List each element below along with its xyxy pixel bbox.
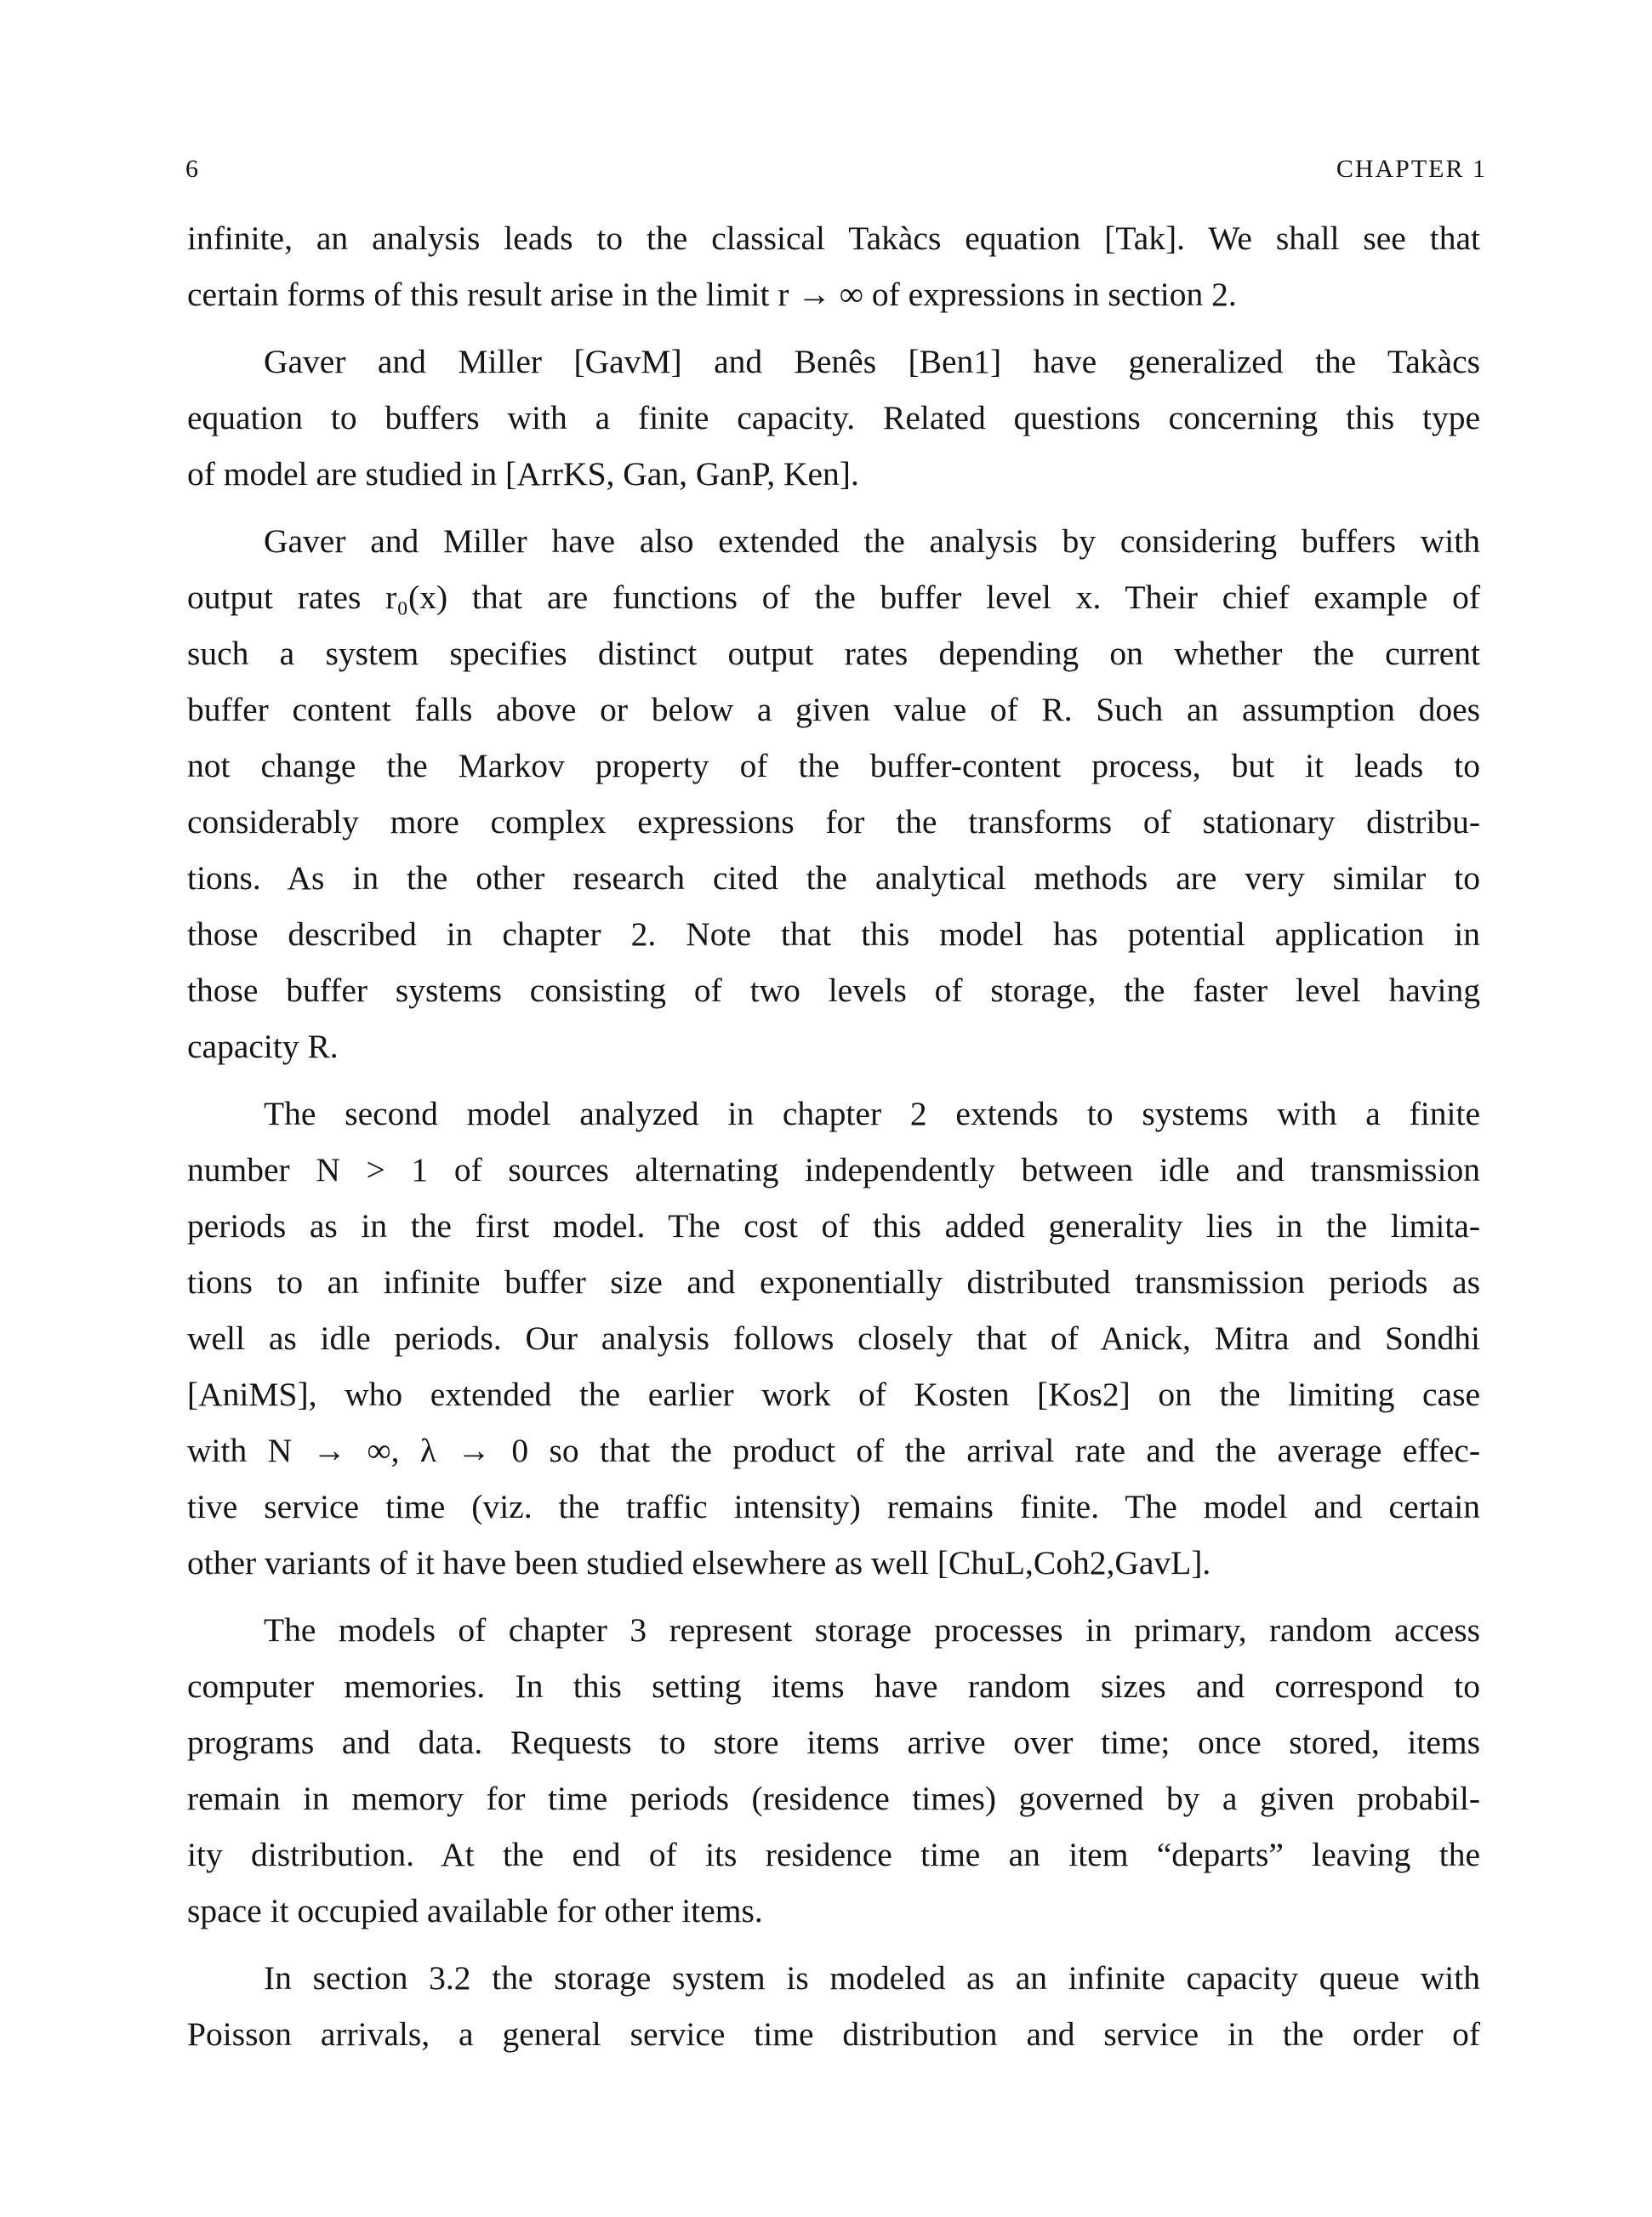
text-line: The models of chapter 3 represent storage processes in primary, random access	[264, 1611, 1480, 1649]
text-line: other variants of it have been studied elsewhere as well [ChuL,Coh2,GavL].	[187, 1544, 1211, 1582]
text-line: with N → ∞, λ → 0 so that the product of the arrival rate and the average effec-	[187, 1432, 1480, 1469]
text-line: In section 3.2 the storage system is modeled as an infinite capacity queue with	[264, 1959, 1480, 1997]
text-line: space it occupied available for other items.	[187, 1892, 763, 1929]
text-line: tions to an infinite buffer size and exponentially distributed transmission periods as	[187, 1263, 1480, 1301]
text-line: Gaver and Miller have also extended the analysis by considering buffers with	[264, 522, 1480, 560]
text-line: ity distribution. At the end of its residence time an item “departs” leaving the	[187, 1836, 1480, 1873]
text-line: of model are studied in [ArrKS, Gan, GanP, Ken].	[187, 455, 859, 493]
page-header	[185, 155, 1487, 189]
text-line: Gaver and Miller [GavM] and Benês [Ben1] have generalized the Takàcs	[264, 343, 1480, 380]
text-line: tions. As in the other research cited the analytical methods are very similar to	[187, 859, 1480, 897]
text-line: certain forms of this result arise in the limit r → ∞ of expressions in section 2.	[187, 276, 1237, 313]
text-line: [AniMS], who extended the earlier work of Kosten [Kos2] on the limiting case	[187, 1376, 1480, 1413]
text-line: equation to buffers with a finite capacity. Related questions concerning this type	[187, 399, 1480, 436]
text-line: not change the Markov property of the buffer-content process, but it leads to	[187, 747, 1480, 784]
text-line: such a system specifies distinct output rates depending on whether the current	[187, 635, 1480, 672]
text-line: considerably more complex expressions for the transforms of stationary distribu-	[187, 803, 1480, 841]
text-line: well as idle periods. Our analysis follows closely that of Anick, Mitra and Sondhi	[187, 1319, 1480, 1357]
text-line: periods as in the first model. The cost of this added generality lies in the limita-	[187, 1207, 1480, 1245]
text-line: buffer content falls above or below a given value of R. Such an assumption does	[187, 691, 1480, 728]
running-head: CHAPTER 1	[1336, 155, 1487, 183]
text-line: Poisson arrivals, a general service time distribution and service in the order of	[187, 2015, 1480, 2053]
text-line: The second model analyzed in chapter 2 extends to systems with a finite	[264, 1095, 1480, 1132]
text-line: those buffer systems consisting of two levels of storage, the faster level having	[187, 972, 1480, 1009]
text-line: computer memories. In this setting items have random sizes and correspond to	[187, 1667, 1480, 1705]
text-line: capacity R.	[187, 1028, 339, 1065]
text-line: remain in memory for time periods (residence times) governed by a given probabil-	[187, 1780, 1480, 1817]
text-line: infinite, an analysis leads to the classical Takàcs equation [Tak]. We shall see that	[187, 219, 1480, 257]
text-line: output rates r₀(x) that are functions of the buffer level x. Their chief example of	[187, 578, 1480, 616]
text-line: number N > 1 of sources alternating independently between idle and transmission	[187, 1151, 1480, 1188]
page-number: 6	[185, 155, 199, 183]
text-line: programs and data. Requests to store items arrive over time; once stored, items	[187, 1724, 1480, 1761]
text-line: tive service time (viz. the traffic intensity) remains finite. The model and certain	[187, 1488, 1480, 1525]
text-line: those described in chapter 2. Note that this model has potential application in	[187, 915, 1480, 953]
